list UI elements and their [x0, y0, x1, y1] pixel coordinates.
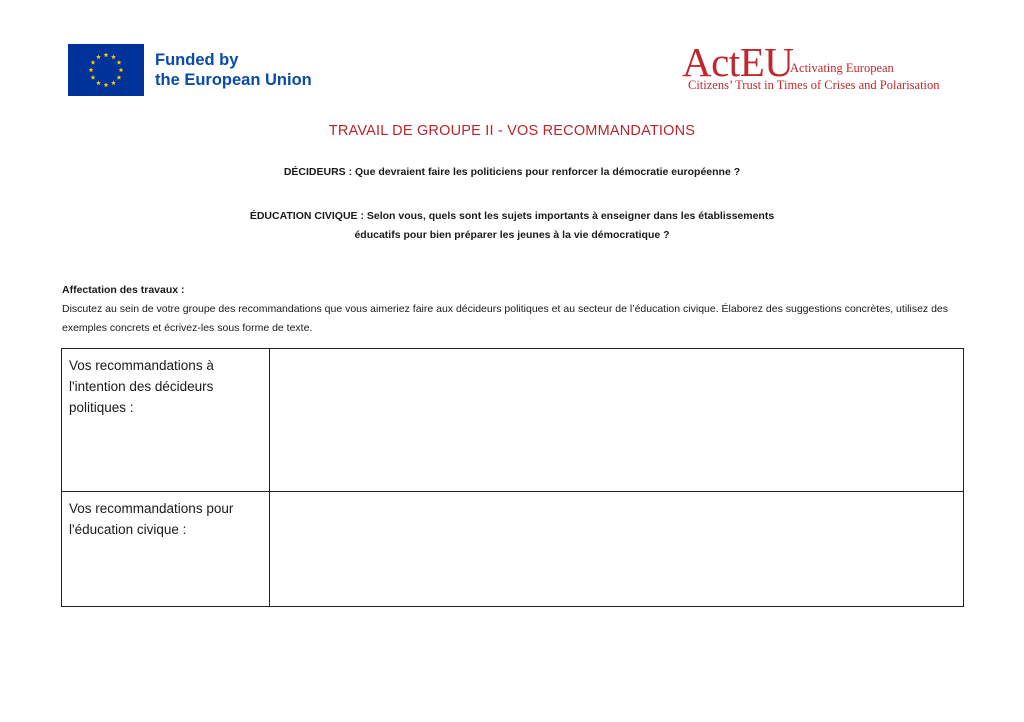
page-title: TRAVAIL DE GROUPE II - VOS RECOMMANDATIONS [328, 123, 696, 139]
acteu-tagline-2: Citizens’ Trust in Times of Crises and Polarisation [688, 78, 940, 92]
table-row [62, 492, 964, 607]
answer-field-education[interactable] [270, 492, 964, 607]
acteu-wordmark: ActEU [682, 39, 794, 85]
eu-text-line1: Funded by [155, 51, 239, 69]
acteu-logo [682, 40, 962, 96]
assignment-body: Discutez au sein de votre groupe des recommandations que vous aimeriez faire aux décideurs politiques et au secteur de l’éducation civique. Élaborez des suggestions concrètes, utilisez des exemples concrets et écrivez-les sous forme de texte. [62, 303, 948, 334]
table-row [62, 349, 964, 492]
row-label-decideurs: Vos recommandations à l'intention des décideurs politiques : [62, 349, 270, 492]
eu-text-line2: the European Union [155, 71, 312, 89]
question-education-civique [0, 207, 1024, 245]
eu-flag-icon [68, 44, 144, 96]
row-label-education: Vos recommandations pour l'éducation civique : [62, 492, 270, 607]
recommendations-table [61, 348, 964, 607]
question-decideurs: DÉCIDEURS : Que devraient faire les politiciens pour renforcer la démocratie européenne ? [283, 166, 741, 178]
question-education-line2: éducatifs pour bien préparer les jeunes à la vie démocratique ? [354, 229, 670, 241]
assignment-title: Affectation des travaux : [62, 284, 185, 296]
question-education-line1: ÉDUCATION CIVIQUE : Selon vous, quels sont les sujets importants à enseigner dans les établissements [249, 210, 775, 222]
eu-funding-logo [68, 44, 312, 96]
answer-field-decideurs[interactable] [270, 349, 964, 492]
acteu-tagline-1: Activating European [790, 61, 894, 75]
eu-funding-text [155, 50, 312, 90]
